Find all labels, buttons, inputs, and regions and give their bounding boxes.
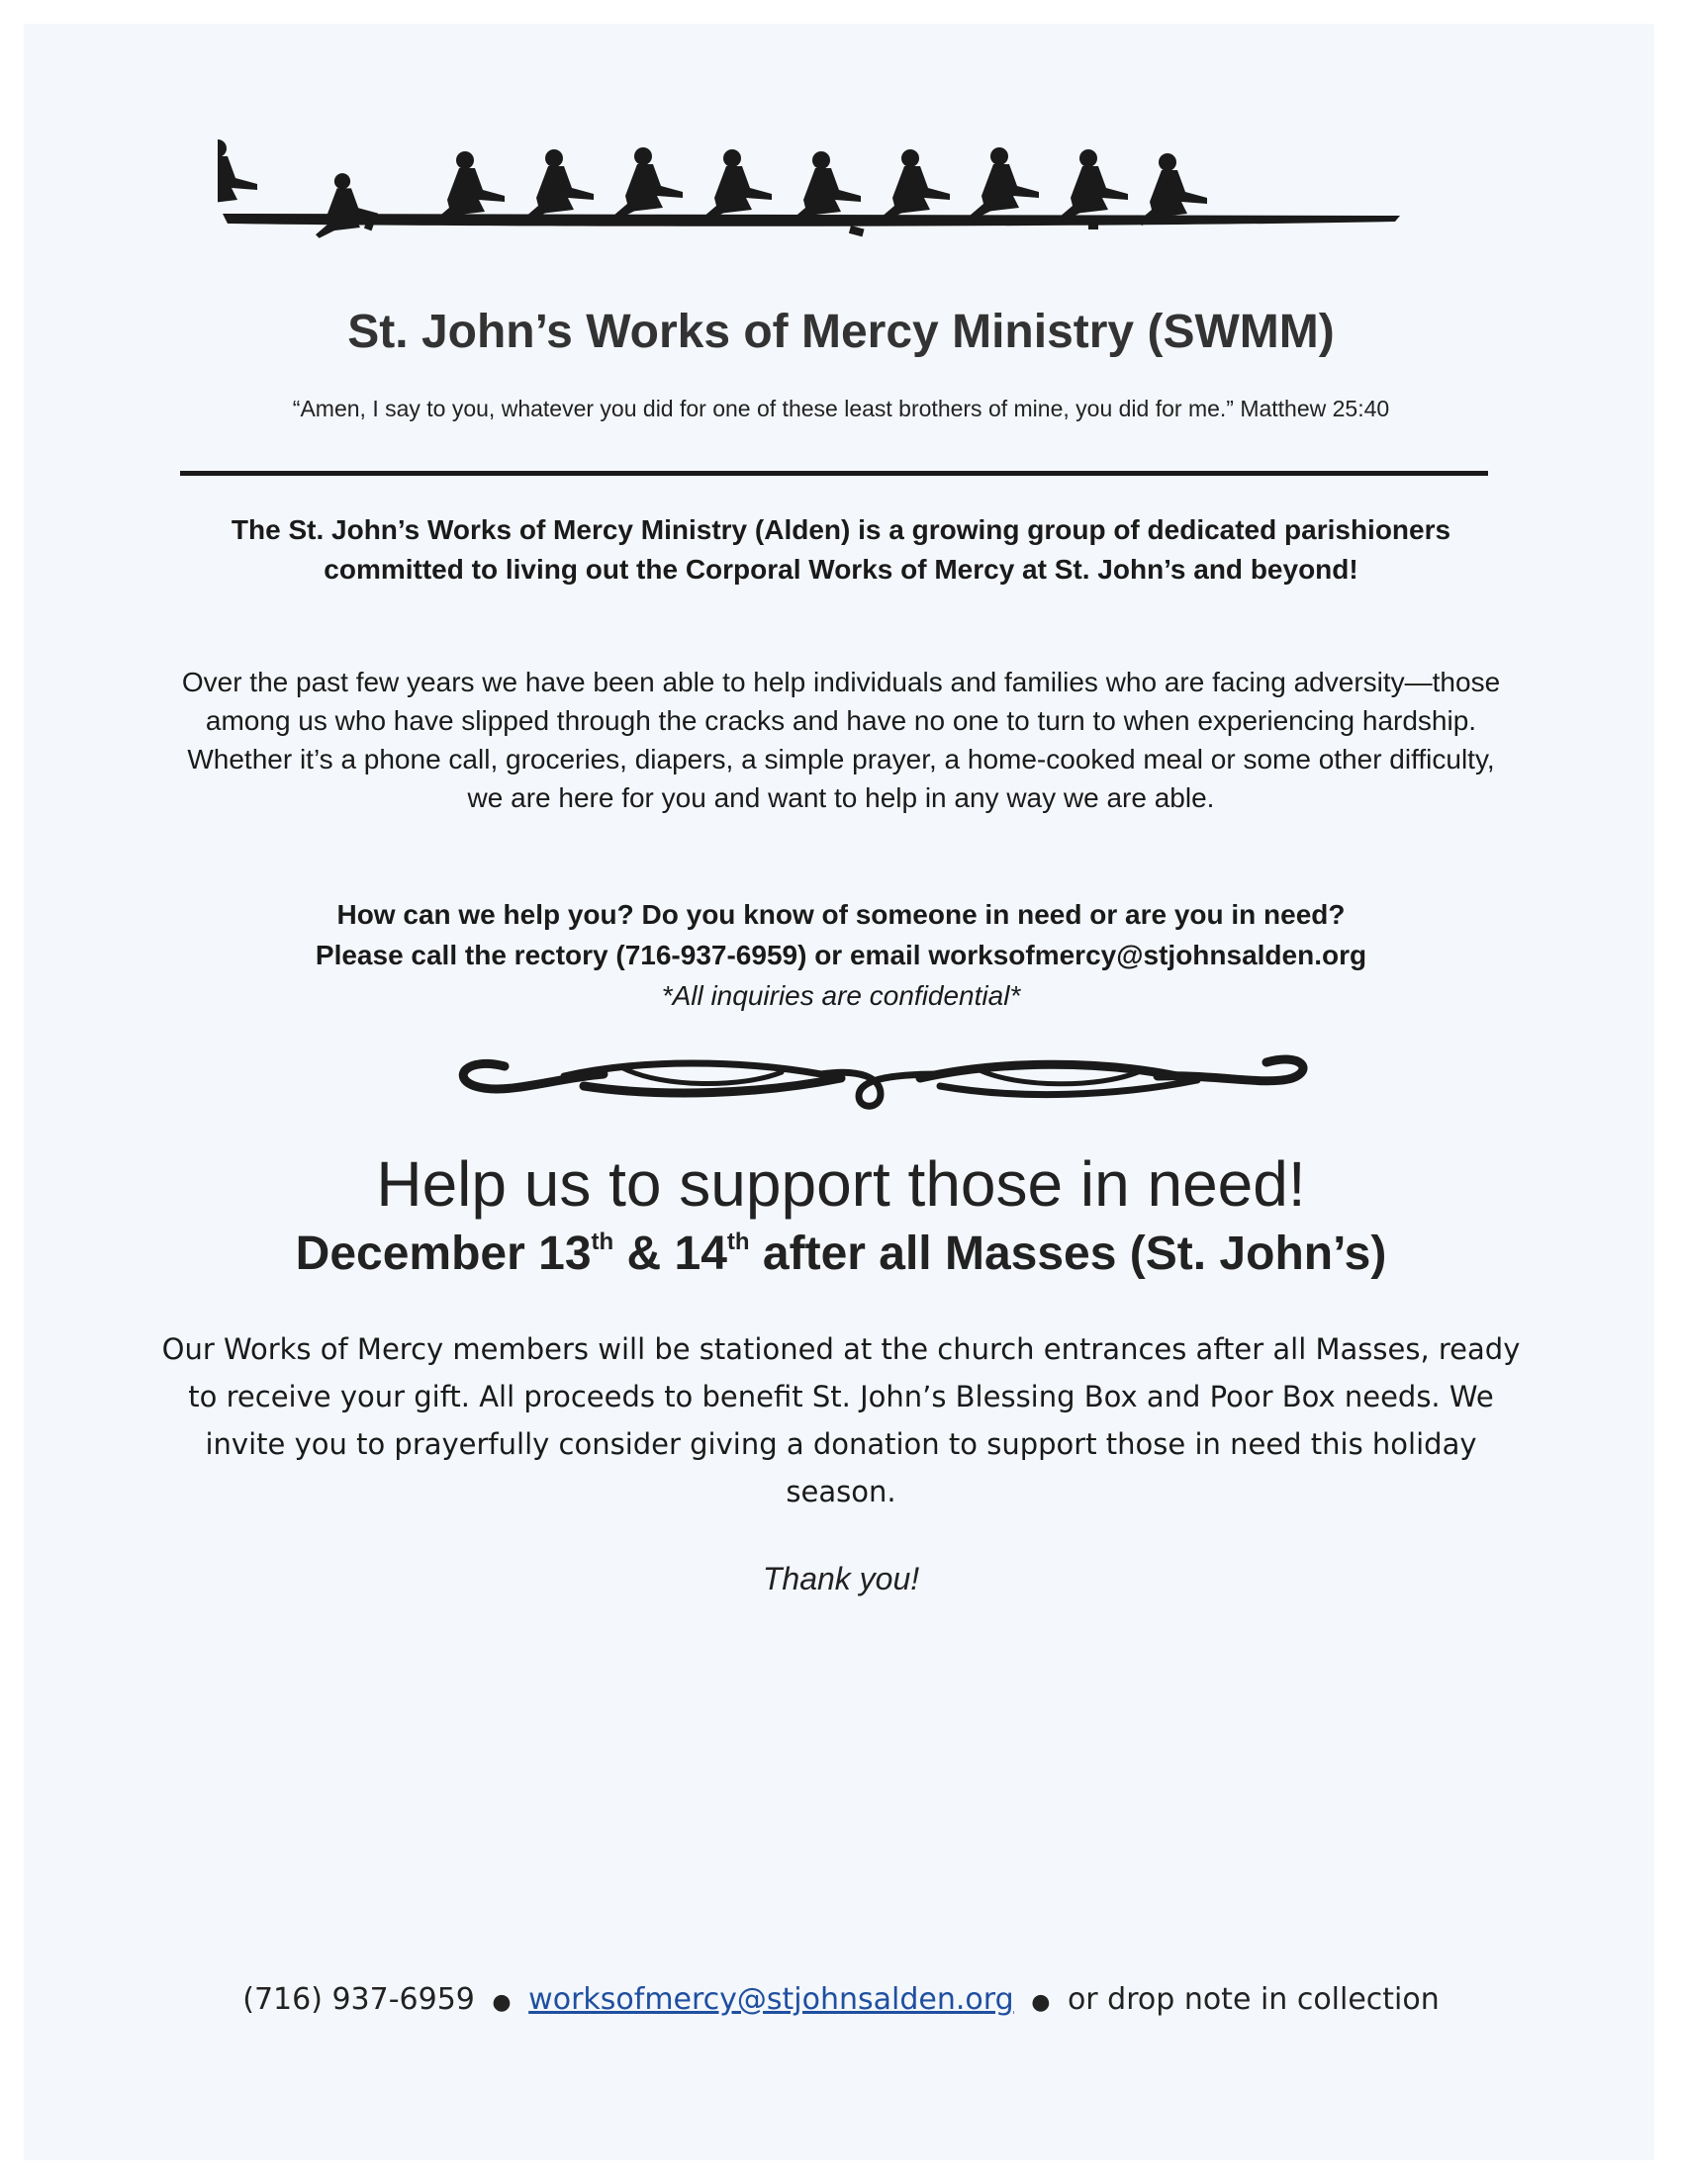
bullet-separator: ● (492, 1990, 512, 2015)
help-question: How can we help you? Do you know of someone in need or are you in need? (336, 899, 1346, 930)
event-headline: Help us to support those in need! (376, 1148, 1306, 1220)
event-date-mid: & 14 (613, 1228, 727, 1280)
confidential-note: *All inquiries are confidential* (661, 980, 1021, 1011)
date-suffix-2: th (726, 1228, 750, 1255)
footer-email-link[interactable]: worksofmercy@stjohnsalden.org (528, 1982, 1014, 2017)
rowing-crew-silhouette-icon (218, 138, 1405, 247)
footer-note: or drop note in collection (1067, 1982, 1440, 2017)
event-dates (0, 1227, 1682, 1281)
event-date-prefix: December 13 (295, 1228, 592, 1280)
intro-paragraph: Over the past few years we have been able to help individuals and families who are facing adversity—those among us who have slipped through the cracks and have no one to turn to when experiencing hardship. Whether it’s a phone call, groceries, diapers, a simple prayer, a home-cooked meal or some other difficulty, we are here for you and want to help in any way we are able. (181, 667, 1501, 813)
help-contact: Please call the rectory (716-937-6959) or email worksofmercy@stjohnsalden.org (315, 940, 1367, 970)
date-suffix-1: th (591, 1228, 614, 1255)
event-paragraph: Our Works of Mercy members will be stationed at the church entrances after all Masses, ready to receive your gift. All proceeds to benefit St. John’s Blessing Box and Poor Box needs. We invite you to prayerfully consider giving a donation to support those in need this holiday season. (161, 1332, 1521, 1508)
intro-statement: The St. John’s Works of Mercy Ministry (Alden) is a growing group of dedicated parishioners committed to living out the Corporal Works of Mercy at St. John’s and beyond! (231, 514, 1451, 585)
footer-contact (0, 1982, 1682, 2017)
footer-phone: (716) 937-6959 (242, 1982, 475, 2017)
scripture-quote: “Amen, I say to you, whatever you did for one of these least brothers of mine, you did for me.” Matthew 25:40 (292, 396, 1390, 421)
scroll-flourish-icon (445, 1039, 1316, 1118)
thank-you-text: Thank you! (762, 1561, 920, 1596)
bullet-separator: ● (1031, 1990, 1051, 2015)
event-date-suffix: after all Masses (St. John’s) (749, 1228, 1387, 1280)
divider-rule (180, 471, 1488, 476)
page-title: St. John’s Works of Mercy Ministry (SWMM) (347, 306, 1335, 358)
help-section (148, 894, 1534, 1016)
